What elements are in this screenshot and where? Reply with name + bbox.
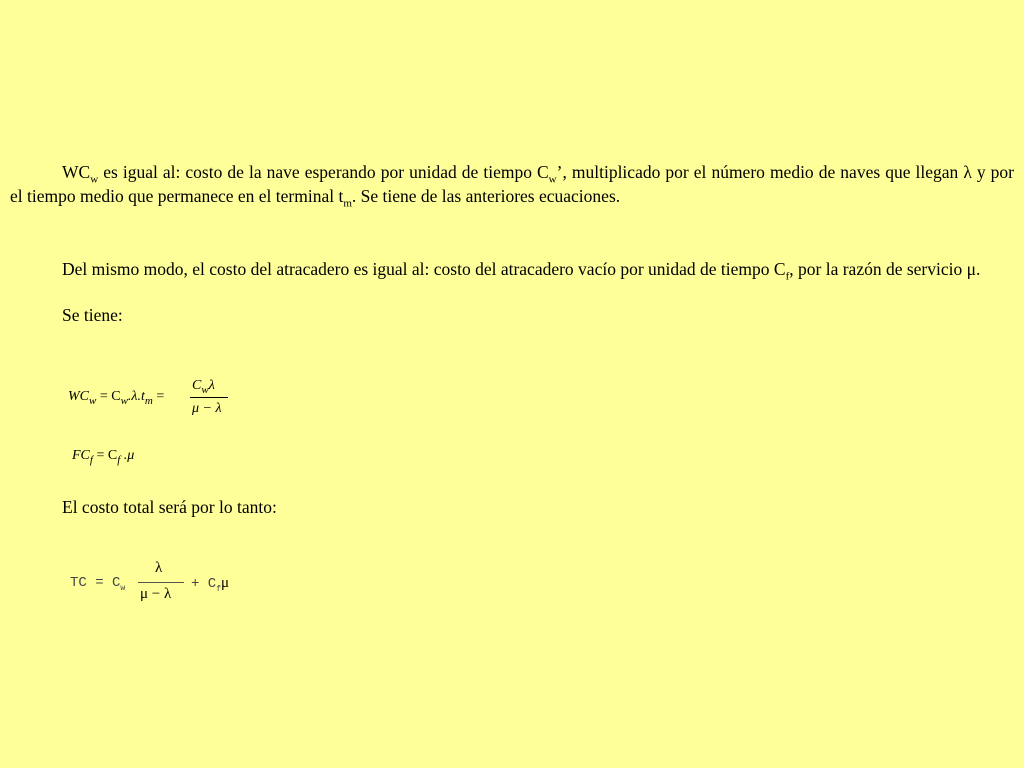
equation-tc: TC = $C_w$ xyxy=(70,575,126,593)
equation-tc-plus: + $C_f\mu$ xyxy=(191,575,230,594)
equation-wcw: $WC_w = C_w.\lambda.t_m$ = xyxy=(68,389,165,407)
equation-fcf: $FC_f = C_f$ .μ xyxy=(72,448,135,466)
paragraph-fcf: Del mismo modo, el costo del atracadero es igual al: costo del atracadero vacío por unidad de tiempo $C_f$, por la razón de servicio μ. xyxy=(62,259,981,283)
fraction-bar xyxy=(190,397,228,398)
equation-wcw-numerator: $C_w\lambda$ xyxy=(192,378,215,396)
equation-tc-denominator: μ − λ xyxy=(140,586,172,602)
fraction-bar-tc xyxy=(138,582,184,583)
costo-total-label: El costo total será por lo tanto: xyxy=(62,497,277,517)
paragraph-wcw: $WC_w$ es igual al: costo de la nave esperando por unidad de tiempo $C_w$’, multiplicado por el número medio de naves que llegan λ y por el tiempo medio que permanece en el terminal $t_m$. Se tiene de las anteriores ecuaciones. xyxy=(10,162,1014,210)
se-tiene-label: Se tiene: xyxy=(62,305,123,325)
equation-wcw-denominator: μ − λ xyxy=(192,401,222,416)
equation-tc-numerator: λ xyxy=(155,560,163,576)
